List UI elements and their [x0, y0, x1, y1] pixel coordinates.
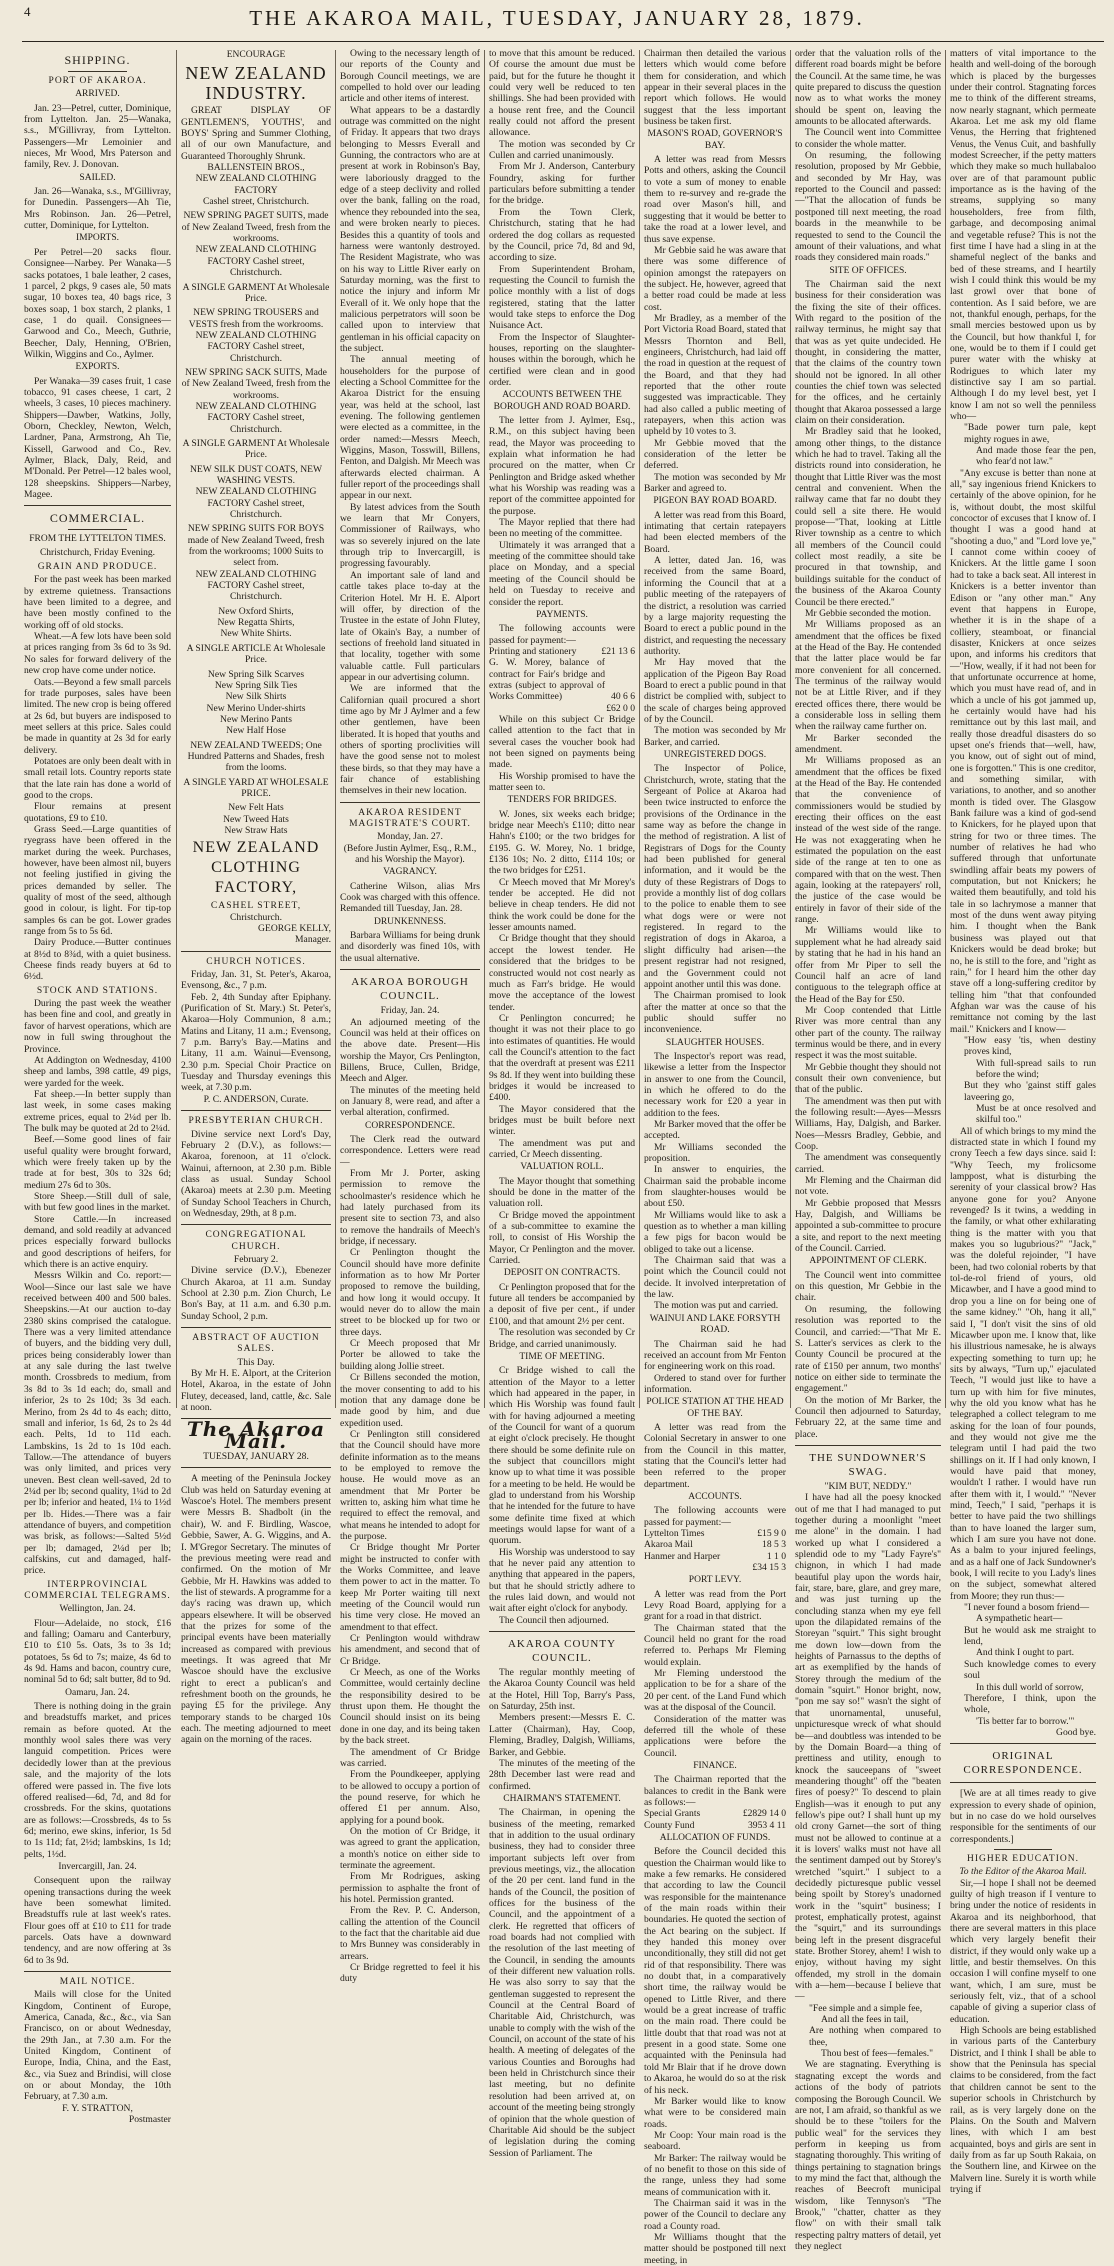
county-paragraph: Mr Gebbie proposed that Messrs Hay, Dalgish, and Williams be appointed a sub-committee to procure a site, and report to the next meeting of the Council. Carried.	[795, 1197, 941, 1255]
county-paragraph: The motion was put and carried.	[654, 1300, 779, 1312]
slaughter-label: SLAUGHTER HOUSES.	[665, 1037, 765, 1048]
congregational-date: February 2.	[233, 1253, 279, 1265]
accounts-label: ACCOUNTS.	[688, 1491, 742, 1502]
invercargill-dateline: Invercargill, Jan. 24.	[58, 1861, 137, 1872]
sundowner-paragraph: All of which brings to my mind the distracted state in which I found my crony Teech a few days since. said I: "Why Teech, my frolicsome lamppost, what is disturbing the serenity of your classical brow? Has anyone gone for you? Anyone revenged? Is it twins, a wedding in the family, or what other exhilarating thing is the matter with you that makes you so lugubrious?" "Jack," was the doleful rejoinder, "I have been, had two colonial roberts by that tol-de-rol friend of yours, old Micawber, and I have a good mind to drop you a line on for being one of the same kidney." "Oh, hang it all," said I, "I don't visit the sins of old Micawber upon me. I know that, like his illustrious namesake, he is always expecting something to turn up; he sits by always, "Turn up," ejaculated Teech, "I would just like to have a turn up with him for five minutes, why the old you know what has he telegraphed a collect telegram to me asking for the loan of four pounds, and they would not give me the telegram until I had paid the two shillings on it. If I had only known, I would have paid that money, wouldn't I rather. I would have run after them with it, I would." "Never mind, Teech," I said, "perhaps it is better to have paid the two shillings than to have loaned the larger sum, which I am sure you have not done. As a balm to your injured feelings, and as a half one of Jack Sundowner's book, I will recite to you Lady's lines on the subject, somewhat altered from Moore; they run thus:—	[950, 1125, 1096, 1602]
ad-scarf: New Half Hose	[226, 725, 286, 737]
grain-paragraph: Dairy Produce.—Butter continues at 8½d to 8¾d, with a quiet business. Cheese finds ready buyers at 6d to 6½d.	[24, 937, 171, 983]
sundowner-paragraph: "Any excuse is better than none at all," say ingenious friend Knickers to certainly of the above opinion, for he is, without doubt, the most skilful concoctor of excuses that I know of. I thought I was a good hand at "shooting a duo," and "Lord love ye," I cannot come within cooey of Knickers. At the little game I soon had to take a back seat. All interest in Knickers is a better inventor than Edison or "any other man." Any event that happens in Europe, whether it is in the shape of a colliery, steamboat, or financial disaster, Knickers at once seizes upon, and informs his creditors that—"How, weally, if it had not been for that unfortunate occurrence at home, which you must have read of, and in which a uncle of his got jammed up, he certainly would have had his remittance out by this last mail, and really those dreadful disasters do so upset one's friends that—well, haw, you know, out of sight out of mind, one is forgotten." This is one creditor, and something similar, with variations, to another, and so another month is tided over. The Glasgow Bank failure was a kind of god-send to Knickers, for he played upon that string for two or three times. The number of relatives he had who suffered through that unfortunate swindling affair beats my powers of computation, but not Knickers; he waited them beautifully, and told his tale in so lachrymose a manner that most of the duns went away pitying him. I thought when the Bank business was played out that Knickers would be dead broke; but no, he is still to the fore, and "right as rain," for I heard him the other day stave off a long-suffering creditor by telling him "that that confounded Afghan war was the cause of his remittance not coming by the last mail." Knickers and I know—	[950, 467, 1096, 1035]
accounts-heading: ACCOUNTS BETWEEN THE BOROUGH AND ROAD BOARD.	[493, 390, 631, 412]
wellington-dateline: Wellington, Jan. 24.	[59, 1604, 136, 1615]
county-paragraph: Mr Gebbie seconded the motion.	[805, 607, 932, 619]
sailed-text: Jan. 26—Wanaka, s.s., M'Gillivray, for Dunedin. Passengers—Ah Tie, Mrs Robinson. Jan. 26—Petrel, cutter, Dominique, for Lyttelton.	[24, 186, 171, 232]
borough-paragraph: The motion was seconded by Cr Cullen and carried unanimously.	[489, 138, 635, 162]
auction-text: By Mr H. E. Alport, at the Criterion Hotel, Akaroa, in the estate of John Flutey, deceased, land, cattle, &c. Sale at noon.	[181, 1368, 331, 1414]
poem-line: And think I ought to part.	[976, 1647, 1075, 1659]
grain-paragraph: For the past week has been marked by extreme quietness. Transactions have been limited to a degree, and have been mostly confined to the working off of old stocks.	[24, 574, 171, 631]
borough-paragraph: The resolution was seconded by Cr Bridge, and carried unanimously.	[489, 1327, 635, 1350]
ad-scarf: New Merino Pants	[220, 713, 292, 725]
poem-line: "How easy 'tis, when destiny proves kind,	[964, 1034, 1096, 1058]
church-text: Friday, Jan. 31, St. Peter's, Akaroa, Evensong, &c., 7 p.m.	[181, 969, 331, 992]
column-1	[24, 48, 171, 2126]
grain-title: GRAIN AND PRODUCE.	[37, 562, 158, 573]
masons-road-label: MASON'S ROAD, GOVERNOR'S BAY.	[647, 129, 783, 151]
ad-scarf: New Merino Under-shirts	[206, 702, 306, 714]
commercial-source: FROM THE LYTTELTON TIMES.	[29, 534, 166, 545]
column-rule	[335, 50, 336, 1408]
borough-paragraph: The Clerk read the outward correspondence. Letters were read—	[340, 1133, 480, 1168]
borough-paragraph: Cr Bridge regretted to feel it his duty	[340, 1962, 480, 1985]
poem-line: "I never found a bosom friend—	[964, 1602, 1090, 1614]
county-paragraph: Mr Barker moved that the offer be accepted.	[644, 1118, 786, 1142]
newspaper-title: THE AKAROA MAIL, TUESDAY, JANUARY 28, 1879.	[249, 6, 865, 30]
borough-paragraph: Cr Bridge wished to call the attention of the Mayor to a letter which had appeared in the paper, in which His Worship was found fault with for having adjourned a meeting of the Council for want of a quorum at eight o'clock precisely. He thought there should be some definite rule on the subject that councillors might know up to what time it was possible for a meeting to be held. He would be glad to understand from his Worship that he intended for the future to have some definite time fixed at which meetings would lapse for want of a quorum.	[489, 1365, 635, 1547]
ad-scarf: New Spring Silk Ties	[214, 679, 298, 691]
account-row: Hanmer and Harper 1 1 0	[644, 1550, 786, 1562]
page-number: 4	[24, 4, 31, 19]
news-paragraph: We are informed that the Californian quail procured a short time ago by Mr J Aylmer and a few other gentlemen, have been liberated. It is hoped that youths and others of sporting proclivities will have the good sense not to molest these birds, so that they may have a fair chance of establishing themselves in their new location.	[340, 683, 480, 797]
county-paragraph: Members present:—Messrs E. C. Latter (Chairman), Hay, Coop, Fleming, Bradley, Dalgish, Williams, Barker, and Gebbie.	[489, 1712, 635, 1758]
county-paragraph: Mr Williams proposed as an amendment that the offices be fixed at the Head of the Bay. He contended that the convenience of commissioners would be studied by erecting their offices on the east instead of the west side of the range. He was not exaggerating when he estimated the population on the east side of the range at ten to one as compared with that on the west. Then again, looking at the ratepayers' roll, the justice of the case would be entirely in favor of their side of the range.	[795, 755, 941, 926]
column-rule	[176, 50, 177, 1408]
correspondence-label: CORRESPONDENCE.	[365, 1120, 455, 1131]
borough-paragraph: From the Poundkeeper, applying to be allowed to occupy a portion of the pound reserve, for which he offered £1 per annum. Also, applying for a pound book.	[340, 1769, 480, 1826]
borough-paragraph: Cr Bridge thought Mr Porter might be instructed to confer with the Works Committee, and leave them power to act in the matter. To keep Mr Porter waiting till next meeting of the Council would run his time very close. He moved an amendment to that effect.	[340, 1542, 480, 1633]
poem-line: Therefore, I think, upon the whole,	[964, 1692, 1096, 1716]
borough-paragraph: The Mayor replied that there had been no meeting of the committee.	[489, 517, 635, 540]
police-label: POLICE STATION AT THE HEAD OF THE BAY.	[646, 1397, 784, 1419]
ad-single-article: A SINGLE ARTICLE At Wholesale Price.	[186, 642, 326, 666]
ad-item: NEW SPRING SACK SUITS, Made of New Zealand Tweed, fresh from the workrooms.	[181, 366, 331, 401]
poem-line: Are nothing when compared to thee,	[809, 2025, 941, 2048]
ad-item: NEW SPRING SUITS FOR BOYS made of New Zealand Tweed, fresh from the workrooms; 1000 Suits to select from.	[187, 523, 325, 569]
county-paragraph: Mr Williams seconded the proposition.	[644, 1141, 786, 1164]
church-text: Feb. 2, 4th Sunday after Epiphany. (Purification of St. Mary.) St. Peter's, Akaroa—Holy Communion, 8 a.m.; Matins and Litany, 11 a.m.; Evensong, 7 p.m. Barry's Bay.—Matins and Litany, 11 a.m. Wainui—Evensong, 2.30 p.m. Special Choir Practice on Tuesday and Thursday evenings this week, at 7.30 p.m.	[181, 991, 331, 1094]
county-paragraph: Mr Hay moved that the application of the Pigeon Bay Road Board to erect a public pound in that district be complied with, subject to the scale of charges being approved of by the Council.	[644, 657, 786, 725]
borough-paragraph: The Council then adjourned.	[499, 1614, 609, 1626]
county-paragraph: A letter was read from this Board, intimating that certain ratepayers had been elected members of the Board.	[644, 509, 786, 555]
poem-line: Such knowledge comes to every soul	[964, 1658, 1096, 1682]
arrived-label: ARRIVED.	[75, 89, 120, 100]
county-paragraph: A letter, dated Jan. 16, was received from the same Board, informing the Council that at a public meeting of the ratepayers of the district, a resolution was carried by a large majority requesting the Board to erect a public pound in the district, and requesting the necessary authority.	[644, 555, 786, 657]
grain-paragraph: Potatoes are only been dealt with in small retail lots. Country reports state that the late rain has done a world of good to the crops.	[24, 755, 171, 801]
ad-item: NEW SPRING TROUSERS and VESTS fresh from the workrooms.	[188, 307, 324, 330]
county-paragraph: The Chairman said the next business for their consideration was the fixing the site of their offices. With regard to the position of the railway terminus, he might say that that was as yet quite undecided. He thought, in considering the matter, that the claims of the country town should not be ignored. In all other counties the chief town was selected for the offices, and he certainly thought that Akaroa possessed a large claim on their consideration.	[795, 278, 941, 426]
ad-hat: New Tweed Hats	[223, 813, 289, 825]
ad-item: NEW SPRING PAGET SUITS, made of New Zealand Tweed, fresh from the workrooms.	[181, 210, 331, 245]
ad-big-manager: GEORGE KELLY,	[258, 923, 331, 934]
county-paragraph: Mr Coop: Your main road is the seaboard.	[644, 2129, 786, 2153]
deposit-label: DEPOSIT ON CONTRACTS.	[503, 1268, 621, 1279]
sailed-label: SAILED.	[79, 172, 116, 183]
borough-paragraph: From the Inspector of Slaughter-houses, reporting on the slaughter-houses within the borough, which he certified were clean and in good order.	[489, 331, 635, 388]
ad-scarf: New Silk Shirts	[225, 691, 287, 703]
borough-paragraph: The Mayor thought that something should be done in the matter of the valuation roll.	[489, 1175, 635, 1210]
oamaru-dateline: Oamaru, Jan. 24.	[65, 1687, 130, 1698]
arrived-text: Jan. 23—Petrel, cutter, Dominique, from Lyttelton. Jan. 25—Wanaka, s.s., M'Gillivray, from Lyttelton. Passengers—Mr Lemoinier and nieces, Mr Wood, Mrs Paterson and family, Rev. J. Donovan.	[24, 102, 171, 171]
poem-line: But he would ask me straight to lend,	[964, 1624, 1096, 1648]
borough-paragraph: The amendment was put and carried, Cr Meech dissenting.	[489, 1137, 635, 1160]
paper-date: TUESDAY, JANUARY 28.	[203, 1451, 309, 1463]
county-paragraph: The amendment was then put with the following result:—Ayes—Messrs Williams, Hay, Dalgish, and Barker. Noes—Messrs Bradley, Gebbie, and Coop.	[795, 1095, 941, 1152]
borough-paragraph: The amendment of Cr Bridge was carried.	[340, 1746, 480, 1769]
mail-signature: F. Y. STRATTON,	[62, 2102, 133, 2114]
county-paragraph: A letter was read from Messrs Potts and others, asking the Council to vote a sum of money to enable them to re-survey and re-grade the road over Mason's hill, and suggesting that it would be better to take the road at a lower level, and thus save expense.	[644, 154, 786, 245]
column-2	[181, 48, 331, 1746]
borough-paragraph: to move that this amount be reduced. Of course the amount due must be paid, but for the future he thought it could very well be reduced to ten shillings. She had been provided with a house rent free, and the Council really could not afford the present allowance.	[489, 48, 635, 139]
borough-paragraph: Cr Penlington concurred; he thought it was not their place to go into estimates of quantities. He would call the Council's attention to the fact that the overdraft at present was £211 9s 8d. If they went into building these bridges it would be increased to £400.	[489, 1012, 635, 1104]
vagrancy-label: VAGRANCY.	[383, 867, 437, 878]
borough-paragraph: Cr Meech proposed that Mr Porter be allowed to take the building along Jollie street.	[340, 1338, 480, 1372]
county-paragraph: Mr Gebbie moved that the consideration of the letter be deferred.	[644, 437, 786, 472]
borough-paragraph: Ultimately it was arranged that a meeting of the committee should take place on Monday, and a special meeting of the Council should be held on Tuesday to receive and consider the report.	[489, 539, 635, 608]
column-3	[340, 48, 480, 1985]
ad-item: NEW ZEALAND CLOTHING FACTORY Cashel street, Christchurch.	[195, 568, 317, 603]
county-paragraph: The Inspector of Police, Christchurch, wrote, stating that the Sergeant of Police at Akaroa had been twice instructed to enforce the provisions of the Ordinance in the same way as before the change in the method of registration. A list of Registrars of Dogs for the County had been published for general information, and it would be the duty of these Registrars of Dogs to provide a monthly list of dog collars to the police to enable them to see what dogs were or were not registered. In regard to the registration of dogs in Akaroa, a slight difficulty had arisen—the present registrar had not resigned, and the Government could not appoint another until this was done.	[644, 763, 786, 990]
section-title-shipping: SHIPPING.	[64, 53, 131, 67]
borough-title: AKAROA BOROUGH COUNCIL.	[351, 976, 469, 1003]
county-paragraph: The Chairman said he had received an account from Mr Fenton for engineering work on this road.	[644, 1338, 786, 1373]
borough-paragraph: The following accounts were passed for payment:—	[489, 623, 635, 646]
grain-paragraph: Wheat.—A few lots have been sold at prices ranging from 3s 6d to 3s 9d. No sales for forward delivery of the new crop have come under notice.	[24, 631, 171, 677]
stock-paragraph: During the past week the weather has been fine and cool, and greatly in favor of harvest operations, which are now in full swing throughout the Province.	[24, 998, 171, 1055]
borough-paragraph: From Mr Rodrigues, asking permission to asphalte the front of his hotel. Permission granted.	[340, 1871, 480, 1905]
borough-paragraph: While on this subject Cr Bridge called attention to the fact that in several cases the voucher book had not been signed on payments being made.	[489, 713, 635, 771]
borough-date: Friday, Jan. 24.	[380, 1005, 440, 1017]
court-text: Catherine Wilson, alias Mrs Cook was charged with this offence. Remanded till Tuesday, Jan. 28.	[340, 880, 480, 915]
borough-paragraph: His Worship promised to have the matter seen to.	[489, 770, 635, 793]
ad-yard: A SINGLE YARD AT WHOLESALE PRICE.	[183, 776, 329, 799]
tenders-label: TENDERS FOR BRIDGES.	[507, 795, 617, 806]
imports-text: Per Petrel—20 sacks flour. Consignee—Narbey. Per Wanaka—5 sacks potatoes, 1 bale leather, 2 cases, 1 parcel, 2 pkgs, 9 cases ale, 50 mats sugar, 10 boxes tea, 40 bags rice, 3 boxes soap, 1 box starch, 2 planks, 1 case, 1 do quail. Consignees—Garwood and Co., Meech, Guthrie, Beecher, Daly, Henning, O'Brien, Wilkin, Wiggins and Co., Aylmer.	[24, 246, 171, 360]
port-levy-label: PORT LEVY.	[688, 1575, 742, 1586]
ad-item: NEW SILK DUST COATS, NEW WASHING VESTS.	[189, 463, 323, 486]
borough-paragraph: From the Town Clerk, Christchurch, stating that he had ordered the dog collars as requested by the Council, price 7d, 8d and 9d, according to size.	[489, 206, 635, 264]
county-paragraph: A letter was read from the Colonial Secretary in answer to one from the Council in this matter, stating that the Council's letter had been referred to the proper department.	[644, 1421, 786, 1490]
county-paragraph: The following accounts were passed for payment:—	[644, 1505, 786, 1528]
column-rule	[484, 50, 485, 1408]
county-paragraph: On resuming, the following resolution, proposed by Mr Gebbie, and seconded by Mr Hay, was reported to the Council and passed:—"That the allocation of funds be postponed till next meeting, the road boards in the meanwhile to be requested to send to the Council the amount of their valuations, and what roads they considered main roads."	[795, 150, 941, 264]
county-paragraph: On the motion of Mr Barker, the Council then adjourned to Saturday, February 22, at the same time and place.	[795, 1394, 941, 1440]
county-paragraph: order that the valuation rolls of the different road boards might be before the Council. At the same time, he was quite prepared to discuss the question now as to what works the money should be spent on, leaving the amounts to be allocated afterwards.	[795, 48, 941, 128]
county-paragraph: The motion was seconded by Mr Barker, and carried.	[644, 725, 786, 748]
chairman-label: CHAIRMAN'S STATEMENT.	[503, 1793, 621, 1804]
signoff: Good bye.	[1056, 1726, 1096, 1738]
valuation-label: VALUATION ROLL.	[520, 1162, 604, 1173]
mail-signature-title: Postmaster	[128, 2114, 171, 2126]
congregational-text: Divine service (D.V.), Ebenezer Church Akaroa, at 11 a.m. Sunday School at 2.30 p.m. Zion Church, Le Bon's Bay, at 11 a.m. and 6.30 p.m. Sunday School, 2 p.m.	[181, 1265, 331, 1322]
borough-paragraph: Cr Billens seconded the motion, the mover consenting to add to his motion that any damage done be made good by him, and due expedition used.	[340, 1372, 480, 1429]
mail-notice-title: MAIL NOTICE.	[59, 1977, 136, 1987]
higher-education-title: HIGHER EDUCATION.	[967, 1853, 1079, 1864]
news-paragraph: By latest advices from the South we learn that Mr Conyers, Commissioner of Railways, who was so severely injured on the late through trip to Invercargill, is progressing favourably.	[340, 501, 480, 570]
letter-salutation: To the Editor of the Akaroa Mail.	[959, 1866, 1087, 1878]
stock-paragraph: Beef.—Some good lines of fair useful quality were brought forward, which were freely taken up by the trade at for best, 30s to 32s 6d; medium 27s 6d to 30s.	[24, 1134, 171, 1191]
county-paragraph: Mr Gebbie said he was aware that there was some difference of opinion amongst the ratepayers on the subject. He, however, agreed that a better road could be made at less cost.	[644, 244, 786, 313]
drunkenness-label: DRUNKENNESS.	[373, 916, 447, 927]
presbyterian-title: PRESBYTERIAN CHURCH.	[188, 1116, 324, 1127]
finance-row: County Fund 3953 4 11	[644, 1819, 786, 1831]
ad-hat: New Straw Hats	[224, 824, 288, 836]
county-paragraph: The regular monthly meeting of the Akaroa County Council was held at the Hotel, Hill Top, Barry's Pass, on Saturday, 25th inst.	[489, 1667, 635, 1713]
sundowner-title: THE SUNDOWNER'S SWAG.	[809, 1451, 927, 1478]
payment-row: G. W. Morey, balance of contract for Fair's bridge and extras (subject to approval of Works Committee) 40 6 6	[489, 657, 635, 703]
borough-paragraph: From Mr J. Porter, asking permission to remove the schoolmaster's residence which he had lately purchased from its present site to section 73, and also to remove the handrails of Meech's bridge, if necessary.	[340, 1167, 480, 1248]
section-title-commercial: COMMERCIAL.	[49, 511, 146, 526]
payment-total: £62 0 0	[606, 702, 635, 714]
ad-shirt: New Regatta Shirts,	[217, 617, 295, 629]
column-rule	[639, 50, 640, 1408]
county-paragraph: The Chairman said that was a point which the Council could not decide. It involved interpretation of the law.	[644, 1255, 786, 1301]
masthead-rule	[22, 41, 1104, 42]
news-paragraph: The annual meeting of householders for the purpose of electing a School Committee for the Akaroa District for the ensuing year, was held at the school, last evening. The following gentlemen were elected as a committee, in the order named:—Messrs Meech, Wiggins, Mason, Tosswill, Billens, Fenton, and Dalgish. Mr Meech was afterwards elected chairman. A fuller report of the proceedings shall appear in our next.	[340, 354, 480, 502]
offices-label: SITE OF OFFICES.	[829, 265, 907, 276]
stock-title: STOCK AND STATIONS.	[36, 985, 159, 996]
borough-paragraph: The minutes of the meeting held on January 8, were read, and after a verbal alteration, confirmed.	[340, 1084, 480, 1119]
county-paragraph: Mr Fleming and the Chairman did not vote.	[795, 1175, 941, 1198]
column-7	[950, 48, 1096, 2195]
court-text: Barbara Williams for being drunk and disorderly was fined 10s, with the usual alternative.	[340, 930, 480, 964]
clerk-label: APPOINTMENT OF CLERK.	[809, 1256, 927, 1267]
poem-line: Thou best of fees—females."	[821, 2048, 934, 2060]
account-row: Lyttelton Times £15 9 0	[644, 1528, 786, 1539]
ad-item: A SINGLE GARMENT At Wholesale Price.	[182, 437, 330, 461]
ad-shirt: New Oxford Shirts,	[218, 605, 294, 617]
sundowner-paragraph: matters of vital importance to the health and well-doing of the borough which is placed by the burgesses under their control. Stagnating forces me to think of the different streams, now nearly stagnant, which permeate Akaroa. Let me ask my old flame Venus, the Herring that frightened Venus, the Venus Cuit, and bashfully modest Screecher, if the petty matters which they make so much hullabaloo over are of that paramount public importance as is the having of the streams, supplying so many householders, free from filth, garbage, and decomposing animal and vegetable refuse? This is not the first time I have had a sling in at the shameful neglect of the banks and bed of these streams, and I heartily wish I could think this would be my last growl over that bone of contention. As I said before, we are not, thankful enough, perhaps, for the small mercies bestowed upon us by the Council, but how thankful I, for one, would be to them if I could get purer water with the whisky at Rodrigues to which later my distinctive say I am so partial. Although I do my level best, yet I know I am not so well the penniless who—	[950, 48, 1096, 422]
finance-label: FINANCE.	[693, 1760, 737, 1771]
dogs-label: UNREGISTERED DOGS.	[663, 749, 767, 760]
auction-title: ABSTRACT OF AUCTION SALES.	[192, 1333, 320, 1355]
correspondence-note: [We are at all times ready to give expression to every shade of opinion, but in no case do we hold ourselves responsible for the sentiments of our correspondents.]	[950, 1788, 1096, 1845]
borough-paragraph: Cr Penlington still considered that the Council should have more definite information as to the means to be employed to remove the house. He would move as an amendment that Mr Porter be written to, asking him what time he required to effect the removal, and what means he intended to adopt for the purpose.	[340, 1428, 480, 1542]
county-paragraph: The amendment was consequently carried.	[795, 1152, 941, 1175]
news-paragraph: An important sale of land and cattle takes place to-day at the Criterion Hotel. Mr H. E. Alport will offer, by direction of the Trustee in the estate of John Flutey, late of Okain's Bay, a number of sections of freehold land situated in that locality, together with some valuable cattle. Full particulars appear in our advertising column.	[340, 569, 480, 683]
county-paragraph: Chairman then detailed the various letters which would come before them for consideration, and which appear in their several places in the report which follows. He would suggest that the less important business be taken first.	[644, 48, 786, 128]
borough-paragraph: The Mayor considered that the bridges must be built before next winter.	[489, 1103, 635, 1138]
ad-shirt: New White Shirts.	[220, 628, 292, 640]
column-6	[795, 48, 941, 2252]
column-rule	[790, 50, 791, 1408]
payment-row: Printing and stationery £21 13 6	[489, 645, 635, 657]
ad-big-manager-title: Manager.	[295, 934, 331, 946]
ad-item: NEW ZEALAND CLOTHING FACTORY Cashel street, Christchurch.	[195, 486, 317, 521]
time-label: TIME OF MEETING.	[519, 1351, 605, 1362]
borough-paragraph: From Mr J. Anderson, Canterbury Foundry, asking for further particulars before submitting a tender for the bridge.	[489, 161, 635, 207]
wainui-label: WAINUI AND LAKE FORSYTH ROAD.	[649, 1313, 781, 1336]
borough-paragraph: On the motion of Cr Bridge, it was agreed to grant the application, a month's notice on either side to terminate the agreement.	[340, 1825, 480, 1871]
borough-paragraph: Cr Penlington thought the Council should have more definite information as to how Mr Porter proposed to remove the building, and how long it would occupy. It would never do to allow the main street to be blocked up for two or three days.	[340, 1247, 480, 1338]
pigeon-bay-label: PIGEON BAY ROAD BOARD.	[653, 496, 777, 507]
letter-paragraph: Sir,—I hope I shall not be deemed guilty of high treason if I venture to bring under the notice of residents in Akaroa and its neighborhood, that there are several matters in this place which very largely benefit their district, if they would only wake up a little, and bestir themselves. On this occasion I will confine myself to one want, which, I am sure, must be seriously felt, viz., that of a school capable of giving a superior class of education.	[950, 1877, 1096, 2025]
ad-heading: ENCOURAGE	[226, 50, 286, 60]
poem-line: "Bade power turn pale, kept mighty rogues in awe,	[964, 422, 1096, 445]
county-paragraph: The Council went into committee on this question, Mr Gebbie in the chair.	[795, 1269, 941, 1304]
poem-line: A sympathetic heart—	[976, 1613, 1063, 1625]
church-signature: P. C. ANDERSON, Curate.	[203, 1093, 309, 1105]
ad-big-street: CASHEL STREET,	[210, 900, 302, 912]
county-paragraph: The Chairman, in opening the business of the meeting, remarked that in addition to the usual ordinary business, they had to consider three important subjects left over from previous meetings, viz., the allocation of the 20 per cent. land fund in the hands of the Council, the position of offices for the business of the Council, and the appointment of a clerk. He regretted that officers of road boards had not complied with the resolution of the last meeting of the Council, in sending the amounts of their different new valuation rolls. He was also sorry to say that the gentleman suggested to represent the Council at the Central Board of Charitable Aid, Christchurch, was unable to comply with the wish of the Council, on account of the state of his health. A meeting of delegates of the various Counties and Boroughs had been held in Christchurch since their last meeting, but no definite resolution had been arrived at, on account of the meeting being strongly of opinion that the whole question of Charitable Aid should be the subject of legislation during the coming Session of Parliament. The	[489, 1807, 635, 2159]
ad-item: NEW ZEALAND CLOTHING FACTORY Cashel street, Christchurch.	[195, 329, 317, 364]
auction-day: This Day.	[237, 1356, 275, 1368]
column-5	[644, 48, 786, 2266]
county-paragraph: Mr Williams would like to ask a question as to whether a man killing a few pigs for bacon would be obliged to take out a license.	[644, 1209, 786, 1255]
borough-paragraph: Cr Bridge thought that they should accept the lowest tender. He considered that the bridges to be constructed would not cost nearly as much as Farr's bridge. He would move the acceptance of the lowest tender.	[489, 933, 635, 1013]
borough-paragraph: Cr Penlington would withdraw his amendment, and second that of Cr Bridge.	[340, 1633, 480, 1667]
commercial-dateline: Christchurch, Friday Evening.	[39, 547, 156, 558]
county-paragraph: Mr Barker: The railway would be of no benefit to those on this side of the range, unless they had some means of communication with it.	[644, 2152, 786, 2198]
county-paragraph: Mr Bradley said that he looked, among other things, to the distance which he had to travel. Taking all the districts round into consideration, he thought that Little River was the most central and convenient. When the railway came that far no doubt they could sell a site there. He would propose—"That, looking at Little River township as a centre to which all members of the Council could collect most readily, a site be procured in that township, and buildings suitable for the conduct of the business of the Akaroa County Council be there erected."	[795, 426, 941, 608]
correspondence-title: ORIGINAL CORRESPONDENCE.	[963, 1750, 1083, 1777]
court-before: (Before Justin Aylmer, Esq., R.M., and his Worship the Mayor).	[343, 842, 477, 866]
county-paragraph: Mr Barker seconded the amendment.	[795, 732, 941, 755]
mail-notice-text: Mails will close for the United Kingdom, Continent of Europe, America, Canada, &c., &c., via San Francisco, on or about Wednesday, the 29th Jan., at 7.30 a.m. For the United Kingdom, Continent of Europe, India, China, and the East, &c., via Suez and Brindisi, will close on or about Monday, the 10th February, at 7.30 a.m.	[24, 1989, 171, 2103]
county-paragraph: Before the Council decided this question the Chairman would like to make a few remarks. He considered that according to law the Council was responsible for the maintenance of the main roads within their boundaries. He quoted the section of the Act bearing on the subject. If they handed this money over unconditionally, they still did not get rid of that responsibility. There was no doubt that, in a comparatively short time, the railway would be opened to Little River, and there would be a great increase of traffic on the main road. There could be little doubt that that road was not at present in a good state. Some one acquainted with the Peninsula had told Mr Blair that if he drove down to Akaroa, he would do so at the risk of his neck.	[644, 1846, 786, 2096]
jockey-club-text: A meeting of the Peninsula Jockey Club was held on Saturday evening at Wascoe's Hotel. The members present were Messrs B. Shadbolt (in the chair), W. and F. Birdling, Wascoe, Gebbie, Sawer, A. G. Wiggins, and A. I. M'Gregor Secretary. The minutes of the previous meeting were read and confirmed. On the motion of Mr Gebbie, Mr H. Hawkins was added to the list of stewards. A programme for a day's racing was drawn up, which appears elsewhere. It will be observed that the prizes for some of the principal events have been materially increased as compared with previous meetings. It was agreed that Mr Wascoe should have the exclusive right to erect a publican's and refreshment booth on the grounds, he paying £5 for the privilege. Any temporary stands to be charged 10s each. The meeting adjourned to meet again on the morning of the races.	[181, 1473, 331, 1746]
ad-item: NEW ZEALAND CLOTHING FACTORY Cashel street, Christchurch.	[195, 244, 317, 279]
county-paragraph: The Chairman said it was in the power of the Council to declare any road a County road.	[644, 2197, 786, 2232]
news-paragraph: Owing to the necessary length of our reports of the County and Borough Council meetings, we are compelled to hold over our leading article and other items of interest.	[340, 48, 480, 105]
account-total: £34 15 3	[752, 1562, 786, 1574]
borough-paragraph: Cr Bridge moved the appointment of a sub-committee to examine the roll, to consist of His Worship the Mayor, Cr Penlington and the mover. Carried.	[489, 1209, 635, 1267]
ad-firm: BALLENSTEIN BROS.,	[207, 162, 305, 174]
county-paragraph: Mr Barker would like to know what were to be considered main roads.	[644, 2095, 786, 2130]
borough-paragraph: Cr Meech moved that Mr Morey's tender be accepted. He did not believe in cheap tenders. He did not think the work could be done for the lesser amounts named.	[489, 876, 635, 934]
invercargill-text: Consequent upon the railway opening transactions during the week have been somewhat limited. Breadstuffs rule at last week's rates. Flour goes off at £10 to £11 for trade parcels. Oats have a downward tendency, and are now offering at 3s 6d to 3s 9d.	[24, 1875, 171, 1966]
column-4	[489, 48, 635, 2159]
ad-item: A SINGLE GARMENT At Wholesale Price.	[182, 281, 330, 304]
payments-label: PAYMENTS.	[536, 609, 588, 620]
paper-banner: The Akaroa Mail.	[186, 1417, 326, 1453]
ad-title: NEW ZEALAND INDUSTRY.	[185, 63, 327, 104]
ad-hat: New Felt Hats	[228, 802, 284, 814]
sundowner-paragraph: We are stagnating. Everything is stagnating except the words and actions of the body of patriots composing the Borough Council. We are not, I am afraid, so thankful as we should be to these "toilers for the public weal" for the services they perform in keeping us from stagnating thoroughly. This writing of things pertaining to stagnation brings to my mind the fact that, although the reaches of Beecroft municipal wisdom, like Tennyson's "The Brook," "chatter, chatter as they flow" on with their small talk respecting paltry matters of detail, yet they neglect	[795, 2059, 941, 2252]
county-paragraph: Consideration of the matter was deferred till the whole of these applications were before the Council.	[644, 1713, 786, 1759]
borough-paragraph: The letter from J. Aylmer, Esq., R.M., on this subject having been read, the Mayor was proceeding to explain what information he had procured on the matter, when Cr Penlington and Bridge asked whether what his Worship was reading was a report of the committee appointed for the purpose.	[489, 415, 635, 517]
county-paragraph: The Chairman reported that the balances to credit in the Bank were as follows:—	[644, 1774, 786, 1808]
wellington-text: Flour—Adelaide, no stock, £16 and falling; Oamaru and Canterbury, £10 to £10 5s. Oats, 3s to 3s 1d; potatoes, 5s 6d to 7s; maize, 4s 6d to 4s 9d. Hams and bacon, country cure, nominal 5d to 6d; salt butter, 8d to 9d.	[24, 1617, 171, 1686]
poem-line: But they who 'gainst stiff gales laveering go,	[964, 1080, 1096, 1103]
county-paragraph: A letter was read from the Port Levy Road Board, applying for a grant for a road in that district.	[644, 1588, 786, 1623]
county-paragraph: The Inspector's report was read, likewise a letter from the Inspector in answer to one from the Council, in which he offered to do the necessary work for £20 a year in addition to the fees.	[644, 1050, 786, 1119]
county-paragraph: The Council went into Committee to consider the whole matter.	[795, 127, 941, 150]
county-paragraph: The Chairman stated that the Council held no grant for the road referred to. Perhaps Mr Fleming would explain.	[644, 1622, 786, 1668]
ad-tweeds: NEW ZEALAND TWEEDS; One Hundred Patterns and Shades, fresh from the looms.	[187, 739, 325, 774]
borough-paragraph: From Superintendent Broham, requesting the Council to furnish the police monthly with a list of dogs registered, stating that the latter would take steps to enforce the Dog Nuisance Act.	[489, 263, 635, 332]
county-paragraph: The Chairman promised to look after the matter at once so that the public should suffer no inconvenience.	[644, 990, 786, 1036]
borough-paragraph: W. Jones, six weeks each bridge; bridge near Meech's £110; ditto near Hahn's £100; or the two bridges for £195. G. W. Morey, No. 1 bridge, £136 10s; No. 2 ditto, £114 10s; or the two bridges for £251.	[489, 808, 635, 877]
port-title: PORT OF AKAROA.	[48, 76, 147, 86]
oamaru-text: There is nothing doing in the grain and breadstuffs market, and prices remain as before quoted. At the monthly wool sales there was very languid competition. Prices were decidedly lower than at the previous sale, and the majority of the lots offered were passed in. The five lots offered realised—6d, 7d, and 8d for crossbreds. For the skins, quotations are as follows:—Crossbreds, 4s to 5s 6d; merino, ewe skins, inferior, 1s 5d to 1s 11d; fat, 2½d; lambskins, 1s 1d; pelts, 1½d.	[24, 1701, 171, 1860]
county-paragraph: Mr Coop contended that Little River was more central than any other part of the county. The railway terminus would be there, and in every respect it was the most suitable.	[795, 1004, 941, 1062]
poem-line: Must be at once resolved and skilful too."	[976, 1102, 1096, 1126]
ad-factory: NEW ZEALAND CLOTHING FACTORY	[195, 173, 317, 196]
poem-line: And made those fear the pen, who fear'd not law."	[976, 445, 1096, 468]
county-title: AKAROA COUNTY COUNCIL.	[507, 1638, 617, 1665]
county-paragraph: Mr Bradley, as a member of the Port Victoria Road Board, stated that Messrs Thornton and Bell, engineers, Christchurch, had laid off the road in question at the request of the Board, and that they had reported that the other route suggested was impracticable. They had also called a public meeting of ratepayers, when this action was upheld by 10 votes to 3.	[644, 312, 786, 438]
poem-line: 'Tis better far to borrow.'"	[976, 1715, 1075, 1727]
borough-paragraph: His Worship was understood to say that he never paid any attention to anything that appeared in the papers, but that he should strictly adhere to the rules laid down, and would not wait after eight o'clock for anybody.	[489, 1546, 635, 1615]
allocation-label: ALLOCATION OF FUNDS.	[659, 1832, 771, 1843]
county-paragraph: Mr Williams proposed as an amendment that the offices be fixed at the Head of the Bay. He contended that the latter place would be far more convenient for all concerned. The terminus of the railway would not be at Little River, and if they erected offices there, there would be a considerable loss in selling them when the railway came further on.	[795, 619, 941, 733]
borough-paragraph: An adjourned meeting of the Council was held at their offices on the above date. Present—His worship the Mayor, Crs Penlington, Billens, Bruce, Cullen, Bridge, Meech and Alger.	[340, 1016, 480, 1085]
news-paragraph: What appears to be a dastardly outrage was committed on the night of Friday. It appears that two drays belonging to Messrs Everall and Gunning, the contractors who are at present at work in Robinson's Bay, were laboriously dragged to the edge of a steep declivity and rolled over the bank, falling on the road, whence they rebounded into the sea, and were broken nearly to pieces. Besides this a quantity of tools and harness were wantonly destroyed. The Resident Magistrate, who was on his way to Little River early on Saturday morning, was the first to notice the injury and inform Mr Everall of it. We only hope that the malicious perpetrators will soon be called upon to interview that gentleman in his official capacity on the subject.	[340, 104, 480, 354]
poem-line: And all the fees in tail,	[821, 2014, 909, 2026]
stock-paragraph: Fat sheep.—In better supply than last week, in some cases making extreme prices, equal to 2¼d per lb. The bulk may be quoted at 2d to 2¼d.	[24, 1088, 171, 1134]
letter-paragraph: High Schools are being established in various parts of the Canterbury District, and I think I shall be able to show that the Peninsula has special claims to be considered, from the fact that children cannot be sent to the superior schools in Christchurch by rail, as is very largely done on the Plains. On the South and Malvern lines, with which I am best acquainted, boys and girls are sent in daily from as far up South Rakaia, on the Southern line, and Kirwee on the Malvern line. Surely it is worth while trying if	[950, 2025, 1096, 2195]
ad-big-title: NEW ZEALAND CLOTHING FACTORY,	[192, 839, 320, 897]
finance-row: Special Grants £2829 14 0	[644, 1808, 786, 1820]
exports-label: EXPORTS.	[75, 362, 120, 373]
county-paragraph: In answer to enquiries, the Chairman said the probable income from slaughter-houses would be about £50.	[644, 1164, 786, 1210]
grain-paragraph: Grass Seed.—Large quantities of ryegrass have been offered in the market during the week. Purchases, however, have been almost nil, buyers not feeling justified in giving the prices demanded by seller. The quality of most of the seed, although good in colour, is light. For tip-top samples 6s can be got. Lower grades range from 5s to 5s 6d.	[24, 823, 171, 938]
presbyterian-text: Divine service next Lord's Day, February 2 (D.V.), as follows:—Akaroa, forenoon, at 11 o'clock. Wainui, afternoon, at 2.30 p.m. Bible class as usual. Sunday School (Akaroa) meets at 2.30 p.m. Meeting of Sunday School Teachers in Church, on Wednesday, 29th, at 8 p.m.	[181, 1128, 331, 1219]
county-paragraph: Mr Fleming understood the application to be for a share of the 20 per cent. of the Land Fund which was at the disposal of the Council.	[644, 1668, 786, 1714]
borough-paragraph: Cr Penlington proposed that for the future all tenders be accompanied by a deposit of five per cent., if under £100, and that amount 2½ per cent.	[489, 1281, 635, 1327]
exports-text: Per Wanaka—39 cases fruit, 1 case tobacco, 91 cases cheese, 1 cart, 2 wheels, 3 cases, 10 pieces machinery. Shippers—Dawber, Watkins, Jolly, Oborn, Checkley, Newton, Welch, Lardner, Pana, Armstrong, Ah Tie, Kissell, Garwood and Co., Rev. Aylmer, Black, Daly, Reid, and M'Donald. Per Petrel—12 bales wool, 128 sheepskins. Shippers—Narbey, Magee.	[24, 375, 171, 501]
stock-paragraph: Store Cattle.—In increased demand, and sold readily at advanced prices especially forward bullocks and good descriptions of heifers, for which there is an active enquiry.	[24, 1213, 171, 1271]
county-paragraph: Ordered to stand over for further information.	[644, 1372, 786, 1395]
court-title: AKAROA RESIDENT MAGISTRATE'S COURT.	[349, 807, 471, 830]
county-paragraph: The motion was seconded by Mr Barker and agreed to.	[644, 471, 786, 495]
stock-paragraph: Store Sheep.—Still dull of sale, with but few good lines in the market.	[24, 1190, 171, 1214]
ad-big-city: Christchurch.	[230, 911, 282, 923]
grain-paragraph: Oats.—Beyond a few small parcels for trade purposes, sales have been limited. The new crop is being offered at 2s 6d, but buyers are indisposed to meet sellers at this price. Sales could be made in quantity at 2s 3d for early delivery.	[24, 676, 171, 756]
ad-intro: GREAT DISPLAY OF GENTLEMEN'S, YOUTHS', and BOYS' Spring and Summer Clothing, all of our own Manufacture, and Guaranteed Thoroughly Shrunk.	[181, 105, 331, 162]
ad-scarf: New Spring Silk Scarves	[207, 668, 305, 680]
sundowner-subtitle: "KIM BUT, NEDDY."	[824, 1480, 912, 1492]
imports-label: IMPORTS.	[76, 233, 119, 244]
account-row: Akaroa Mail 18 5 3	[644, 1539, 786, 1551]
county-paragraph: The minutes of the meeting of the 28th December last were read and confirmed.	[489, 1757, 635, 1792]
ad-address: Cashel street, Christchurch.	[202, 196, 310, 208]
county-paragraph: Mr Williams thought that the matter should be postponed till next meeting, in	[644, 2231, 786, 2266]
borough-paragraph: From the Rev. P. C. Anderson, calling the attention of the Council to the fact that the charitable aid due to Mrs Bunney was considerably in arrears.	[340, 1905, 480, 1962]
borough-paragraph: Cr Meech, as one of the Works Committee, would certainly decline the responsibility desired to be thrust upon them. He thought the Council should insist on its being done in one day, and its being taken by the back street.	[340, 1667, 480, 1747]
county-paragraph: On resuming, the following resolution was reported to the Council, and carried:—"That Mr E. S. Latter's services as clerk to the County Council be procured at the rate of £150 per annum, two months' notice on either side to terminate the engagement."	[795, 1303, 941, 1395]
stock-paragraph: At Addington on Wednesday, 4100 sheep and lambs, 398 cattle, 49 pigs, were yarded for the week.	[24, 1054, 171, 1089]
masthead	[0, 0, 1114, 44]
intercolonial-title: INTERPROVINCIAL COMMERCIAL TELEGRAMS.	[24, 1579, 171, 1601]
sundowner-paragraph: I have had all the poesy knocked out of me that I had managed to put together during a moonlight "meet me alone" in the domain. I had worked up what I considered a splendid ode to my "Lady Fayre's" chignon, in which I had made beautiful play upon the words hair, fair, stare, bare, glare, and grey mare, and was just turning up the concluding stanza when my eye fell upon the dilapidated remains of the Storeyan "squirt." This sight brought me down low—down from the heights of Parnassus to the depths of art as exemplified by the hands of Storey through the medium of the domain "squirt." Honor bright, now, "pon me say so!" wasn't the sight of that unornamental, unuseful, unpicturesque wreck of what should be—and doubtless was intended to be by the Domain Board—a thing of prettiness and utility, enough to knock the sauceepans of "sweet meandering thought" off the "beaten fires of poesy?" To descend to plain English—was it enough to put any fellow's pipe out? I shall hunt up my old crony Garnet—the sort of thing must not be allowed to continue at a it is lovers' walks must not have all the sentiment damped out by Storey's wretched "squirt." I subject to a decidedly picturesque public vessel being spoilt by Storey's unadorned work in the "squirt" business; I protest, emphatically protest, against the "squirt," and its surroundings being left in the present disgraceful state. Brother Storey, ahem! I wish to enjoy, without having my sight offended, my stroll in the domain with a—hem—because I believe that—	[795, 1492, 941, 2003]
ad-item: NEW ZEALAND CLOTHING FACTORY Cashel street, Christchurch.	[195, 400, 317, 435]
congregational-title: CONGREGATIONAL CHURCH.	[205, 1230, 307, 1252]
column-rule	[945, 50, 946, 1408]
church-title: CHURCH NOTICES.	[206, 956, 306, 967]
poem-line: With full-spread sails to run before the wind;	[976, 1057, 1096, 1080]
county-paragraph: Mr Gebbie thought they should not consult their own convenience, but that of the public.	[795, 1061, 941, 1096]
poem-line: In this dull world of sorrow,	[976, 1681, 1084, 1693]
stock-paragraph: Messrs Wilkin and Co. report:—Wool—Since our last sale we have received between 400 and 500 bales. Sheepskins.—At our auction to-day 2380 skins comprised the catalogue. There was a very limited attendance of buyers, and the bidding very dull, prices being considerably lower than at any sale during the last twelve month. Crossbreds to medium, from 3s 8d to 3s 1d each; do, small and inferior, 2s to 2s 10d; 3s 3d each. Merino, from 2s 4d to 4s each; ditto, small and inferior, 1s 6d, 2s to 2s 4d each. Pelts, 1d to 11d each. Lambskins, 1s 2d to 1s 10d each. Tallow.—The attendance of buyers was only limited, and prices very uneven. Best clean well-saved, 2d to 2¼d per lb; second quality, 1¼d to 2d per lb; inferior and heated, 1¼ to 1½d per lb. Hides.—There was a fair attendance of buyers, and competition was brisk, as follows:—Salted 5½d per lb; damaged, 2¼d per lb; calfskins, cut and damaged, half-price.	[24, 1270, 171, 1577]
poem-line: "Fee simple and a simple fee,	[809, 2002, 923, 2014]
court-date: Monday, Jan. 27.	[377, 831, 443, 843]
grain-paragraph: Flour remains at present quotations, £9 to £10.	[24, 801, 171, 824]
county-paragraph: Mr Williams would like to supplement what he had already said by stating that he had in his hand an offer from Mr Piper to sell the Council half an acre of land contiguous to the telegraph office at the Head of the Bay for £50.	[795, 925, 941, 1005]
